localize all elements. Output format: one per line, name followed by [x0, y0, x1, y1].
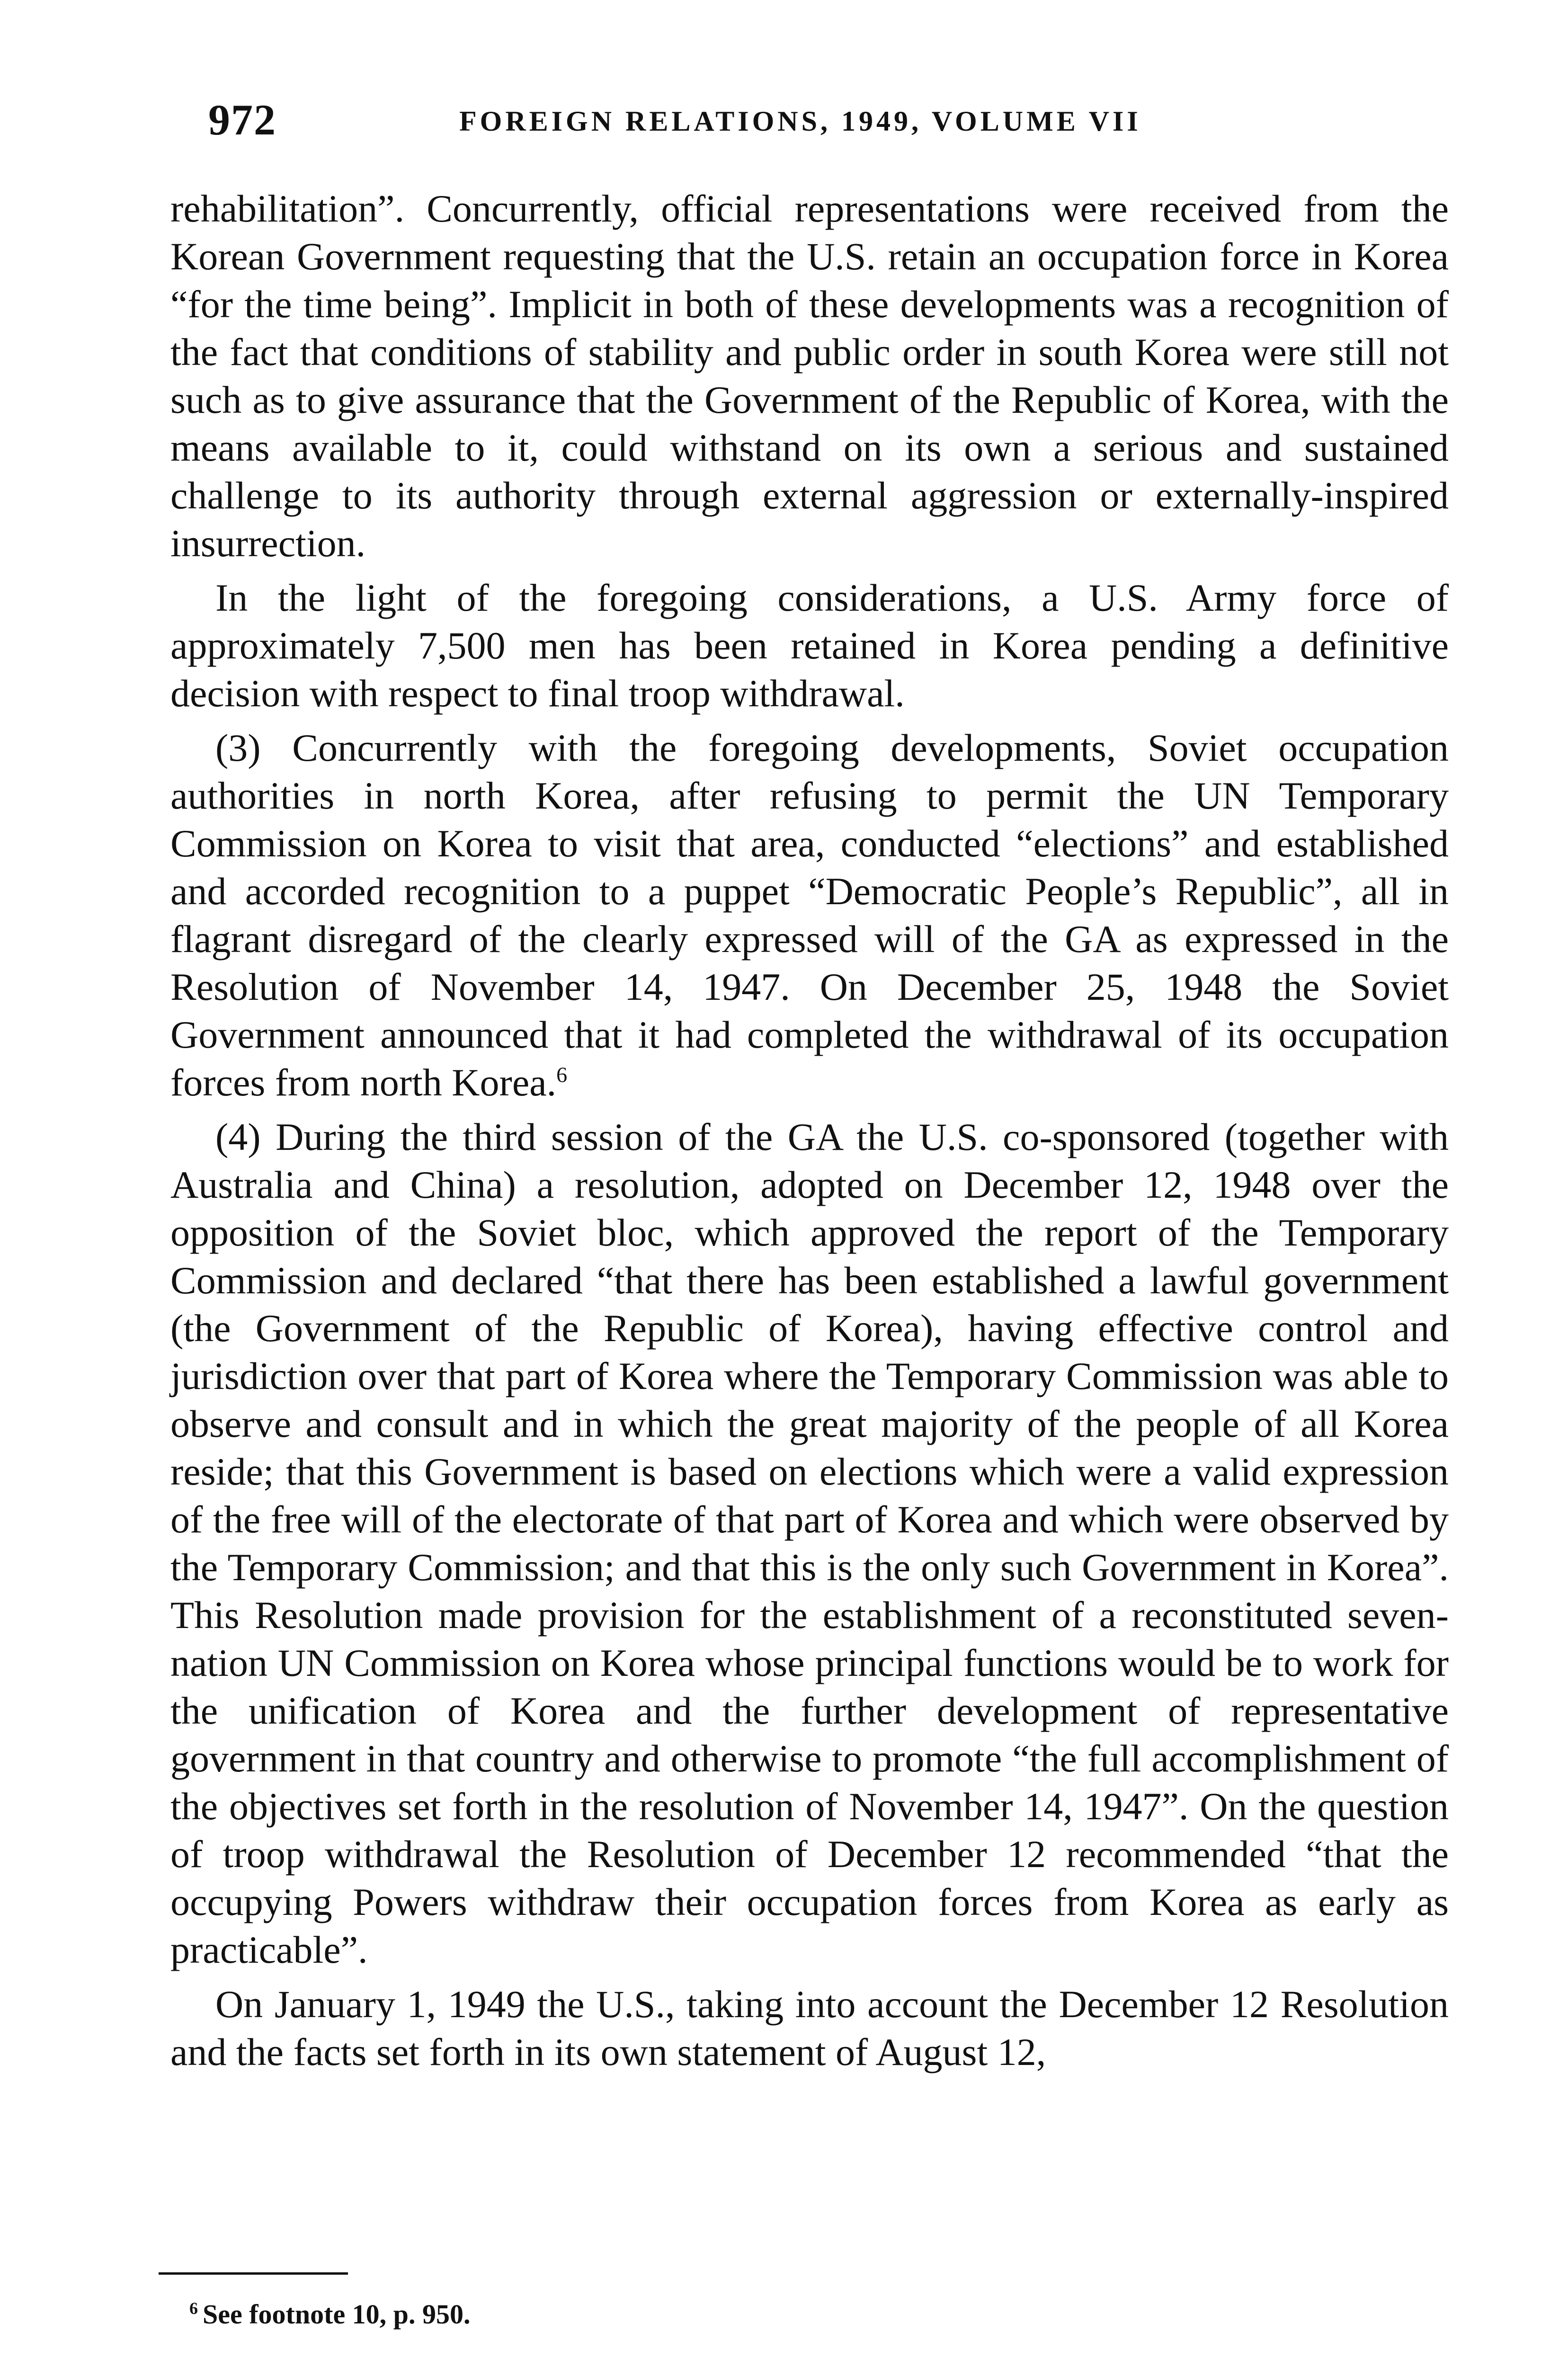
paragraph-5: On January 1, 1949 the U.S., taking into account the December 12 Resolution and the facts set forth in its own statement of August 12,: [170, 1983, 1449, 2073]
running-title: FOREIGN RELATIONS, 1949, VOLUME VII: [459, 106, 1141, 137]
footnote: [189, 2298, 470, 2330]
paragraph-3: [170, 724, 1449, 1106]
footnote-reference[interactable]: 6: [556, 1062, 568, 1087]
footnote-marker: 6: [189, 2298, 198, 2318]
footnote-text: See footnote 10, p. 950.: [203, 2299, 471, 2330]
footnote-divider: [159, 2272, 348, 2275]
paragraph-2: In the light of the foregoing considerations, a U.S. Army force of approximately 7,500 men has been retained in Korea pending a definitive decision with respect to final troop withdrawal.: [170, 576, 1449, 715]
paragraph-1: rehabilitation”. Concurrently, official representations were received from the Korean Government requesting that the U.S. retain an occupation force in Korea “for the time being”. Implicit in both of these developments was a recognition of the fact that conditions of stability and public order in south Korea were still not such as to give assurance that the Government of the Republic of Korea, with the means available to it, could withstand on its own a serious and sustained challenge to its authority through external aggression or externally-inspired insurrection.: [170, 187, 1449, 565]
paragraph-3-text: (3) Concurrently with the foregoing developments, Soviet occupation authorities in north Korea, after refusing to permit the UN Temporary Commission on Korea to visit that area, conducted “elections” and established and accorded recognition to a puppet “Democratic People’s Republic”, all in flagrant disregard of the clearly expressed will of the GA as expressed in the Resolution of November 14, 1947. On December 25, 1948 the Soviet Government announced that it had completed the withdrawal of its occupation forces from north Korea.: [170, 726, 1449, 1104]
page-header: [208, 95, 1449, 156]
body-text: [170, 185, 1449, 2082]
paragraph-4: (4) During the third session of the GA the U.S. co-sponsored (together with Australia and China) a resolution, adopted on December 12, 1948 over the opposition of the Soviet bloc, which approved the report of the Temporary Commission and declared “that there has been established a lawful government (the Government of the Republic of Korea), having effective control and jurisdiction over that part of Korea where the Temporary Commission was able to observe and consult and in which the great majority of the people of all Korea reside; that this Government is based on elections which were a valid expression of the free will of the electorate of that part of Korea and which were observed by the Temporary Commission; and that this is the only such Government in Korea”. This Resolution made provision for the establishment of a reconstituted seven-nation UN Commission on Korea whose principal functions would be to work for the unification of Korea and the further development of representative government in that country and otherwise to promote “the full accomplishment of the objectives set forth in the resolution of November 14, 1947”. On the question of troop withdrawal the Resolution of December 12 recommended “that the occupying Powers withdraw their occupation forces from Korea as early as practicable”.: [170, 1115, 1449, 1971]
page-number: 972: [208, 96, 276, 144]
